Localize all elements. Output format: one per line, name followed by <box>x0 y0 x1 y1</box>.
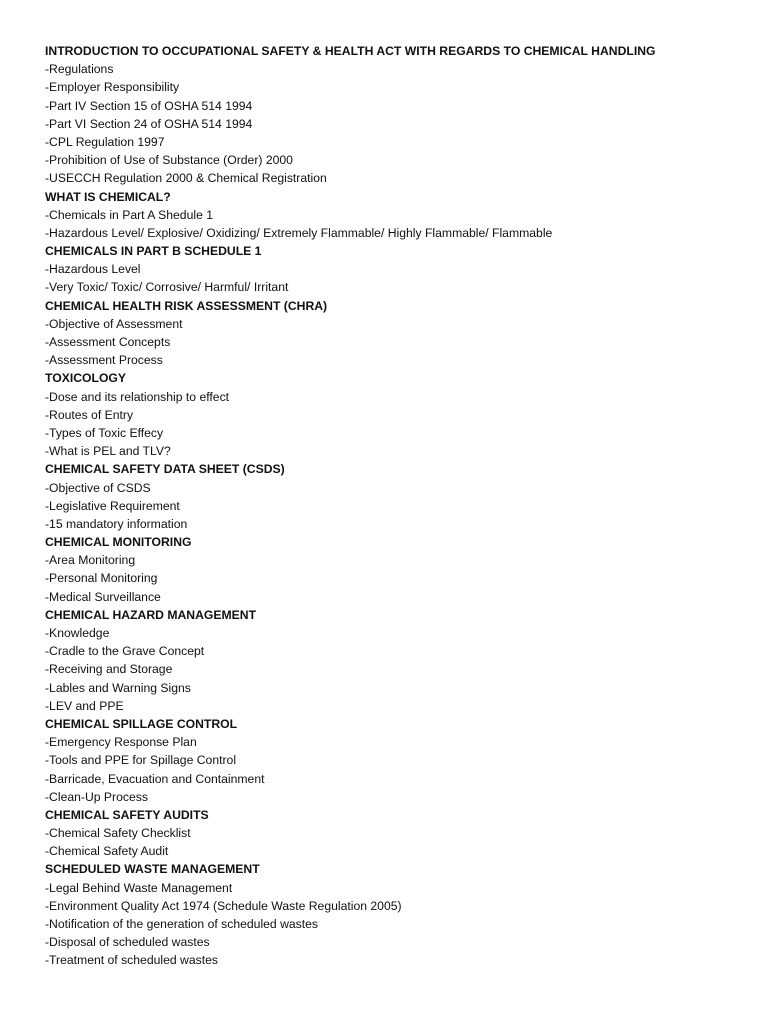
section-what-is-chemical <box>45 188 745 243</box>
list-item: -Very Toxic/ Toxic/ Corrosive/ Harmful/ Irritant <box>45 280 289 295</box>
list-item: -Treatment of scheduled wastes <box>45 953 218 968</box>
list-item: -Routes of Entry <box>45 407 134 422</box>
list-item: -Emergency Response Plan <box>45 735 197 750</box>
list-item: -Legal Behind Waste Management <box>45 880 233 895</box>
list-item: -Clean-Up Process <box>45 789 148 804</box>
list-item: -Area Monitoring <box>45 553 136 568</box>
section-title: CHEMICAL SAFETY AUDITS <box>45 807 209 822</box>
section-hazard-management <box>45 606 745 715</box>
list-item: -Employer Responsibility <box>45 80 180 95</box>
list-item: -Environment Quality Act 1974 (Schedule Waste Regulation 2005) <box>45 898 402 913</box>
list-item: -Part VI Section 24 of OSHA 514 1994 <box>45 116 253 131</box>
list-item: -Lables and Warning Signs <box>45 680 191 695</box>
list-item: -Personal Monitoring <box>45 571 158 586</box>
section-title: SCHEDULED WASTE MANAGEMENT <box>45 862 260 877</box>
section-title: CHEMICAL SPILLAGE CONTROL <box>45 716 238 731</box>
list-item: -Disposal of scheduled wastes <box>45 935 210 950</box>
section-title: CHEMICAL HAZARD MANAGEMENT <box>45 607 257 622</box>
list-item: -Objective of Assessment <box>45 316 183 331</box>
section-title: CHEMICAL HEALTH RISK ASSESSMENT (CHRA) <box>45 298 328 313</box>
section-title: INTRODUCTION TO OCCUPATIONAL SAFETY & HEALTH ACT WITH REGARDS TO CHEMICAL HANDLING <box>45 44 656 58</box>
document-page <box>45 42 745 970</box>
list-item: -LEV and PPE <box>45 698 124 713</box>
list-item: -Receiving and Storage <box>45 662 173 677</box>
list-item: -Legislative Requirement <box>45 498 180 513</box>
list-item: -Knowledge <box>45 626 110 640</box>
list-item: -Hazardous Level <box>45 262 141 277</box>
list-item: -Dose and its relationship to effect <box>45 389 230 404</box>
section-toxicology <box>45 369 745 460</box>
list-item: -Hazardous Level/ Explosive/ Oxidizing/ Extremely Flammable/ Highly Flammable/ Flammable <box>45 225 553 240</box>
list-item: -Notification of the generation of scheduled wastes <box>45 917 319 931</box>
list-item: -Assessment Process <box>45 353 163 368</box>
list-item: -Prohibition of Use of Substance (Order) 2000 <box>45 153 293 168</box>
list-item: -Chemical Safety Audit <box>45 844 169 859</box>
section-safety-audits <box>45 806 745 861</box>
list-item: -15 mandatory information <box>45 516 188 531</box>
list-item: -Tools and PPE for Spillage Control <box>45 753 237 768</box>
list-item: -Cradle to the Grave Concept <box>45 644 205 659</box>
section-waste-management <box>45 860 745 969</box>
section-title: CHEMICAL MONITORING <box>45 535 192 550</box>
section-title: CHEMICALS IN PART B SCHEDULE 1 <box>45 244 262 259</box>
list-item: -Regulations <box>45 62 114 77</box>
section-csds <box>45 460 745 533</box>
list-item: -Chemicals in Part A Shedule 1 <box>45 207 214 222</box>
list-item: -Assessment Concepts <box>45 335 171 349</box>
section-spillage-control <box>45 715 745 806</box>
list-item: -USECCH Regulation 2000 & Chemical Registration <box>45 171 327 186</box>
section-chra <box>45 297 745 370</box>
section-intro <box>45 42 745 188</box>
list-item: -Part IV Section 15 of OSHA 514 1994 <box>45 98 253 113</box>
section-monitoring <box>45 533 745 606</box>
list-item: -Barricade, Evacuation and Containment <box>45 771 265 786</box>
list-item: -Types of Toxic Effecy <box>45 425 164 440</box>
section-title: TOXICOLOGY <box>45 371 127 386</box>
list-item: -Chemical Safety Checklist <box>45 826 191 841</box>
list-item: -Medical Surveillance <box>45 589 161 604</box>
list-item: -Objective of CSDS <box>45 480 151 495</box>
section-title: WHAT IS CHEMICAL? <box>45 189 171 204</box>
list-item: -What is PEL and TLV? <box>45 444 171 459</box>
list-item: -CPL Regulation 1997 <box>45 134 165 149</box>
section-title: CHEMICAL SAFETY DATA SHEET (CSDS) <box>45 462 285 477</box>
section-part-b-schedule <box>45 242 745 297</box>
